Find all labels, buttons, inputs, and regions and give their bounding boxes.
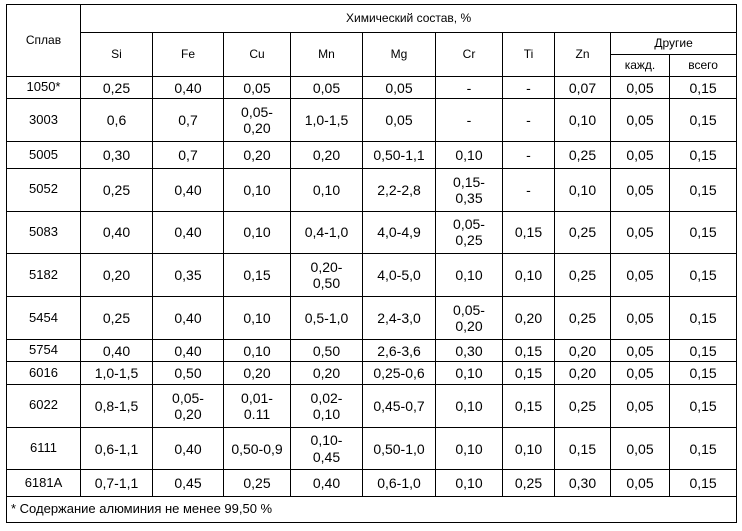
value-cell: 0,15 [670, 384, 737, 427]
value-cell: 0,25 [81, 297, 153, 340]
header-element-mn: Mn [291, 33, 363, 77]
alloy-cell [7, 211, 81, 254]
value-cell: 0,15 [670, 211, 737, 254]
value-cell: 2,4-3,0 [363, 297, 436, 340]
header-other-each: кажд. [611, 55, 670, 77]
value-cell: 0,40 [291, 470, 363, 497]
table-body [7, 77, 737, 497]
table-row [7, 427, 737, 470]
value-cell: 0,50-0,9 [224, 427, 291, 470]
value-cell: 0,30 [81, 142, 153, 169]
alloy-name: 5182 [29, 266, 58, 282]
value-cell: 0,15 [503, 339, 555, 361]
value-cell: 4,0-5,0 [363, 254, 436, 297]
table-row [7, 362, 737, 384]
value-cell: 0,10 [436, 254, 503, 297]
value-cell: 0,40 [153, 211, 224, 254]
header-element-cr: Cr [436, 33, 503, 77]
value-cell: 0,50 [153, 362, 224, 384]
value-cell: 0,10 [224, 168, 291, 211]
alloy-cell [7, 142, 81, 169]
value-cell: 0,45-0,7 [363, 384, 436, 427]
header-element-ti: Ti [503, 33, 555, 77]
value-cell: 0,10 [436, 427, 503, 470]
value-cell: 0,15- 0,35 [436, 168, 503, 211]
alloy-name: 5083 [29, 223, 58, 239]
value-cell: - [503, 77, 555, 99]
value-cell: 0,6-1,0 [363, 470, 436, 497]
value-cell: 0,15 [224, 254, 291, 297]
value-cell: 2,2-2,8 [363, 168, 436, 211]
alloy-cell [7, 362, 81, 384]
value-cell: 0,20 [503, 297, 555, 340]
value-cell: 0,05 [611, 470, 670, 497]
value-cell: 0,20 [224, 142, 291, 169]
value-cell: 0,20 [555, 362, 611, 384]
table-row [7, 384, 737, 427]
header-composition: Химический состав, % [81, 5, 737, 33]
value-cell: - [503, 99, 555, 142]
table-row [7, 254, 737, 297]
value-cell: 0,05 [611, 384, 670, 427]
header-element-cu: Cu [224, 33, 291, 77]
value-cell: 0,10 [291, 168, 363, 211]
value-cell: 0,4-1,0 [291, 211, 363, 254]
header-element-fe: Fe [153, 33, 224, 77]
value-cell: 0,05 [611, 362, 670, 384]
table-row [7, 470, 737, 497]
value-cell: 0,15 [670, 427, 737, 470]
alloy-name: 5052 [29, 181, 58, 197]
alloy-cell [7, 99, 81, 142]
value-cell: 0,10 [436, 384, 503, 427]
value-cell: 0,10 [224, 211, 291, 254]
alloy-name: 6181A [24, 474, 63, 490]
value-cell: 0,05 [611, 99, 670, 142]
value-cell: 0,01- 0.11 [224, 384, 291, 427]
alloy-name: 6022 [29, 397, 58, 413]
value-cell: 0,10 [436, 470, 503, 497]
table-row [7, 168, 737, 211]
header-element-zn: Zn [555, 33, 611, 77]
value-cell: 0,15 [670, 99, 737, 142]
table-row [7, 211, 737, 254]
value-cell: 0,15 [670, 142, 737, 169]
value-cell: 0,05 [611, 168, 670, 211]
value-cell: 0,25-0,6 [363, 362, 436, 384]
value-cell: 0,50-1,0 [363, 427, 436, 470]
value-cell: 0,10 [224, 297, 291, 340]
footnote-mark: * [55, 79, 61, 95]
value-cell: 0,15 [503, 362, 555, 384]
value-cell: 0,10 [503, 427, 555, 470]
value-cell: 0,05 [611, 211, 670, 254]
value-cell: 0,10 [555, 168, 611, 211]
value-cell: 0,10 [224, 339, 291, 361]
value-cell: 0,25 [81, 168, 153, 211]
header-other: Другие [611, 33, 737, 55]
value-cell: 0,15 [555, 427, 611, 470]
value-cell: 0,05 [611, 297, 670, 340]
value-cell: 2,6-3,6 [363, 339, 436, 361]
value-cell: 0,20 [81, 254, 153, 297]
value-cell: 0,30 [436, 339, 503, 361]
alloy-cell [7, 77, 81, 99]
value-cell: 0,05- 0,20 [224, 99, 291, 142]
value-cell: 0,25 [503, 470, 555, 497]
header-element-si: Si [81, 33, 153, 77]
value-cell: 0,15 [670, 297, 737, 340]
value-cell: 0,40 [81, 339, 153, 361]
value-cell: 0,5-1,0 [291, 297, 363, 340]
table-row [7, 297, 737, 340]
value-cell: - [436, 99, 503, 142]
value-cell: 0,35 [153, 254, 224, 297]
value-cell: 0,25 [224, 470, 291, 497]
value-cell: 0,05 [611, 142, 670, 169]
value-cell: 0,40 [153, 297, 224, 340]
value-cell: 0,05 [363, 77, 436, 99]
value-cell: 0,15 [670, 339, 737, 361]
value-cell: 0,07 [555, 77, 611, 99]
value-cell: 0,20 [291, 142, 363, 169]
footnote: * Содержание алюминия не менее 99,50 % [7, 497, 737, 523]
value-cell: 0,10- 0,45 [291, 427, 363, 470]
value-cell: 0,15 [670, 77, 737, 99]
alloy-cell [7, 339, 81, 361]
header-alloy: Сплав [7, 5, 81, 77]
value-cell: 0,10 [436, 362, 503, 384]
value-cell: - [436, 77, 503, 99]
value-cell: 0,05- 0,25 [436, 211, 503, 254]
alloy-cell [7, 168, 81, 211]
value-cell: 0,20- 0,50 [291, 254, 363, 297]
value-cell: 0,05 [611, 254, 670, 297]
value-cell: 0,45 [153, 470, 224, 497]
alloy-cell [7, 297, 81, 340]
value-cell: 0,40 [153, 168, 224, 211]
value-cell: 0,25 [555, 254, 611, 297]
value-cell: 0,10 [503, 254, 555, 297]
value-cell: 0,20 [555, 339, 611, 361]
table-row [7, 142, 737, 169]
value-cell: 0,7 [153, 99, 224, 142]
alloy-name: 6016 [29, 364, 58, 380]
value-cell: 0,7-1,1 [81, 470, 153, 497]
value-cell: 0,40 [81, 211, 153, 254]
value-cell: 0,15 [670, 168, 737, 211]
value-cell: 0,30 [555, 470, 611, 497]
value-cell: 0,8-1,5 [81, 384, 153, 427]
value-cell: - [503, 168, 555, 211]
value-cell: 0,15 [503, 384, 555, 427]
value-cell: 0,50-1,1 [363, 142, 436, 169]
value-cell: 0,25 [555, 142, 611, 169]
alloy-name: 5454 [29, 309, 58, 325]
value-cell: 0,02- 0,10 [291, 384, 363, 427]
value-cell: 0,10 [436, 142, 503, 169]
alloy-name: 6111 [30, 440, 57, 456]
alloy-cell [7, 427, 81, 470]
value-cell: 0,25 [555, 384, 611, 427]
value-cell: 0,25 [555, 211, 611, 254]
value-cell: 0,7 [153, 142, 224, 169]
value-cell: 0,25 [81, 77, 153, 99]
alloy-cell [7, 384, 81, 427]
value-cell: 0,20 [224, 362, 291, 384]
value-cell: 0,05 [291, 77, 363, 99]
value-cell: 0,15 [670, 254, 737, 297]
value-cell: 1,0-1,5 [291, 99, 363, 142]
value-cell: 0,40 [153, 427, 224, 470]
header-element-mg: Mg [363, 33, 436, 77]
alloy-cell [7, 470, 81, 497]
value-cell: 0,15 [670, 362, 737, 384]
value-cell: 0,05 [611, 77, 670, 99]
value-cell: 0,05 [363, 99, 436, 142]
table-row [7, 99, 737, 142]
value-cell: 0,15 [503, 211, 555, 254]
value-cell: 0,05 [611, 339, 670, 361]
value-cell: 0,05- 0,20 [436, 297, 503, 340]
value-cell: 0,50 [291, 339, 363, 361]
alloy-name: 1050 [26, 79, 56, 95]
alloy-name: 5005 [29, 146, 58, 162]
value-cell: 1,0-1,5 [81, 362, 153, 384]
value-cell: 0,05 [224, 77, 291, 99]
alloy-name: 3003 [29, 111, 58, 127]
value-cell: - [503, 142, 555, 169]
value-cell: 0,6 [81, 99, 153, 142]
alloy-cell [7, 254, 81, 297]
value-cell: 0,40 [153, 339, 224, 361]
value-cell: 0,10 [555, 99, 611, 142]
value-cell: 0,15 [670, 470, 737, 497]
alloy-name: 5754 [29, 342, 58, 358]
table-row [7, 339, 737, 361]
value-cell: 0,25 [555, 297, 611, 340]
header-other-total: всего [670, 55, 737, 77]
value-cell: 0,6-1,1 [81, 427, 153, 470]
composition-table [6, 4, 737, 523]
value-cell: 0,05 [611, 427, 670, 470]
value-cell: 0,40 [153, 77, 224, 99]
value-cell: 4,0-4,9 [363, 211, 436, 254]
table-row [7, 77, 737, 99]
value-cell: 0,05- 0,20 [153, 384, 224, 427]
value-cell: 0,20 [291, 362, 363, 384]
